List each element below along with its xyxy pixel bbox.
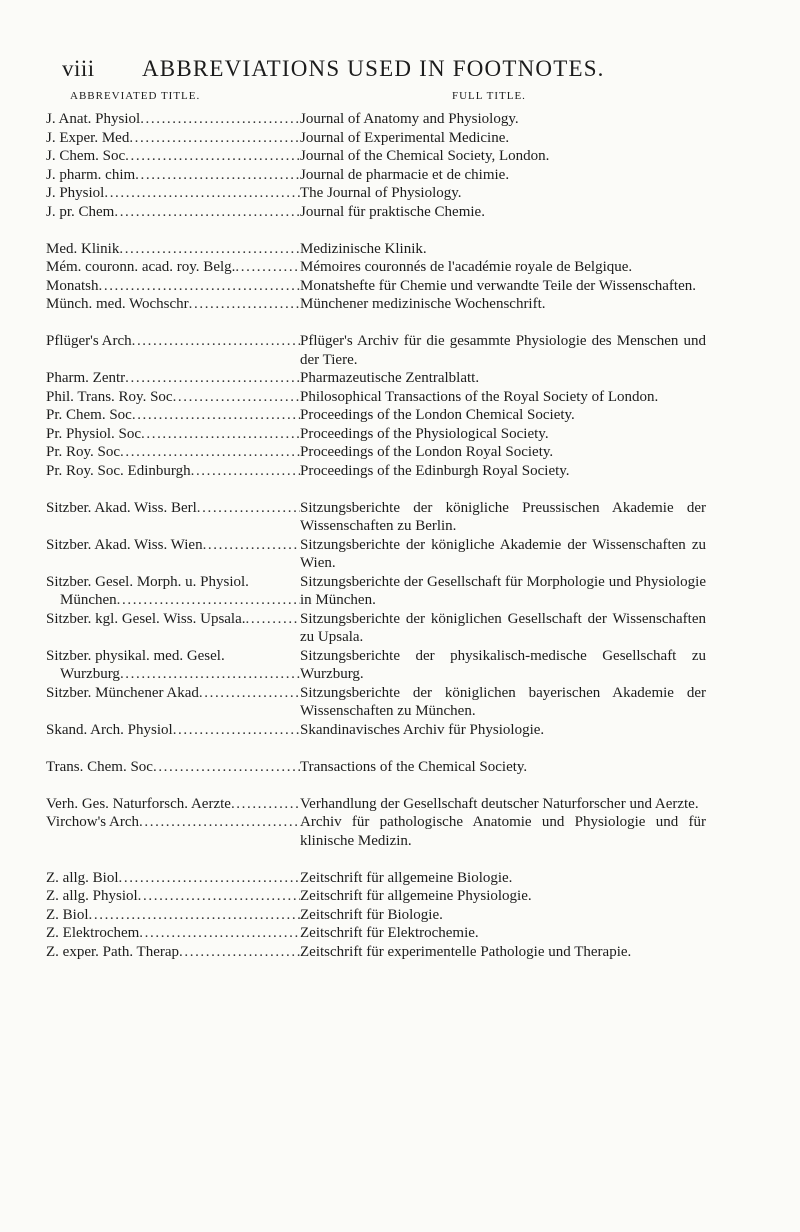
abbreviated-title-continuation (46, 665, 300, 684)
abbreviated-title (46, 869, 300, 888)
abbreviated-title-text: Z. Biol (46, 906, 89, 923)
abbreviation-entry (46, 332, 706, 369)
dot-leader (179, 943, 300, 962)
abbreviation-entry (46, 499, 706, 536)
abbreviation-entry (46, 462, 706, 481)
full-title: Zeitschrift für allgemeine Biologie. (300, 869, 513, 886)
abbreviated-title (46, 332, 300, 351)
page-title: ABBREVIATIONS USED IN FOOTNOTES. (142, 56, 605, 81)
abbreviation-entry (46, 147, 706, 166)
abbreviated-title (46, 369, 300, 388)
full-title: Zeitschrift für Elektrochemie. (300, 925, 479, 941)
abbreviation-entry (46, 721, 706, 740)
dot-leader (141, 425, 300, 444)
abbreviated-title-text: J. pr. Chem (46, 203, 115, 220)
abbreviated-title (46, 406, 300, 425)
abbreviated-title-text: Virchow's Arch (46, 814, 140, 830)
dot-leader (129, 129, 300, 148)
full-title: Pharmazeutische Zentralblatt. (300, 370, 480, 386)
abbreviated-title (46, 573, 300, 610)
dot-leader (197, 499, 300, 518)
full-title: Sitzungsberichte der königlichen bayerischen Akademie der Wissenschaften zu München. (300, 684, 706, 719)
abbreviation-group (46, 869, 706, 962)
abbreviated-title-text: Pharm. Zentr (46, 370, 126, 386)
full-title: Sitzungsberichte der königlichen Gesellschaft der Wissenschaften zu Upsala. (300, 610, 706, 645)
abbreviated-title-text: Sitzber. Münchener Akad (46, 684, 199, 701)
abbreviated-title-text: Sitzber. Akad. Wiss. Wien (46, 536, 203, 553)
abbreviated-title (46, 906, 300, 925)
abbreviated-title-text: Sitzber. kgl. Gesel. Wiss. Upsala. (46, 610, 246, 627)
abbreviation-entry (46, 258, 706, 277)
abbreviation-entry (46, 906, 706, 925)
abbreviation-entry (46, 277, 706, 296)
abbreviation-entry (46, 573, 706, 610)
full-title: Journal of the Chemical Society, London. (300, 148, 550, 164)
abbreviated-title-text: Z. Elektrochem (46, 925, 140, 941)
full-title: Archiv für pathologische Anatomie und Physiologie und für klinische Medizin. (300, 814, 706, 849)
dot-leader (132, 406, 300, 425)
dot-leader (114, 203, 300, 222)
abbreviation-group (46, 795, 706, 851)
abbreviation-entry (46, 647, 706, 684)
abbreviated-title-text: Z. allg. Physiol (46, 888, 138, 904)
full-title: Journal für praktische Chemie. (300, 203, 485, 220)
full-title: Proceedings of the London Chemical Society. (300, 407, 575, 423)
abbreviation-entry (46, 684, 706, 721)
full-title: Transactions of the Chemical Society. (300, 758, 528, 775)
abbreviation-entry (46, 795, 706, 814)
abbreviated-title-text: Z. exper. Path. Therap (46, 943, 180, 960)
abbreviated-title-text: Sitzber. Akad. Wiss. Berl (46, 499, 197, 516)
full-title: Philosophical Transactions of the Royal Society of London. (300, 388, 659, 405)
full-title: Zeitschrift für allgemeine Physiologie. (300, 888, 532, 904)
abbreviated-title (46, 795, 300, 814)
full-title: Medizinische Klinik. (300, 240, 427, 257)
abbreviation-list (46, 110, 706, 980)
abbreviated-title (46, 887, 300, 906)
full-title: Pflüger's Archiv für die gesammte Physiologie des Menschen und der Tiere. (300, 333, 706, 368)
abbreviated-title (46, 129, 300, 148)
abbreviation-entry (46, 869, 706, 888)
full-title: Monatshefte für Chemie und verwandte Teile der Wissenschaften. (300, 277, 696, 294)
abbreviated-title-text: Med. Klinik (46, 240, 120, 257)
full-title: Sitzungsberichte der königliche Preussischen Akademie der Wissenschaften zu Berlin. (300, 499, 706, 534)
dot-leader (135, 166, 300, 185)
full-title: Journal of Experimental Medicine. (300, 129, 510, 146)
abbreviation-entry (46, 295, 706, 314)
abbreviation-entry (46, 203, 706, 222)
dot-leader (119, 869, 301, 888)
abbreviated-title (46, 536, 300, 555)
abbreviation-entry (46, 369, 706, 388)
abbreviation-entry (46, 406, 706, 425)
abbreviated-title-text: Pr. Chem. Soc (46, 407, 132, 423)
abbreviated-title (46, 277, 300, 296)
abbreviated-title (46, 610, 300, 629)
abbreviation-entry (46, 536, 706, 573)
abbreviation-entry (46, 388, 706, 407)
abbreviation-entry (46, 924, 706, 943)
abbreviated-title-text: Z. allg. Biol (46, 869, 119, 886)
abbreviation-entry (46, 610, 706, 647)
abbreviated-title-text: Trans. Chem. Soc (46, 758, 153, 775)
abbreviated-title-text: J. Chem. Soc (46, 148, 126, 164)
full-title: Zeitschrift für Biologie. (300, 906, 443, 923)
abbreviation-entry (46, 813, 706, 850)
abbreviated-title (46, 147, 300, 166)
dot-leader (173, 721, 300, 740)
dot-leader (191, 462, 300, 481)
column-headers (62, 90, 702, 110)
abbreviated-title-text: Pr. Physiol. Soc (46, 425, 142, 442)
abbreviation-group (46, 758, 706, 777)
dot-leader (120, 443, 300, 462)
dot-leader (139, 813, 300, 832)
abbreviated-title-text: J. Physiol (46, 185, 105, 201)
abbreviation-group (46, 110, 706, 221)
abbreviated-title-continuation-text: München (60, 592, 117, 608)
abbreviated-title-text: Pr. Roy. Soc (46, 444, 121, 460)
abbreviated-title-continuation (46, 591, 300, 610)
abbreviated-title-text: Münch. med. Wochschr (46, 296, 189, 312)
full-title: Proceedings of the Physiological Society. (300, 425, 549, 442)
dot-leader (132, 332, 300, 351)
abbreviated-title (46, 813, 300, 832)
dot-leader (173, 388, 300, 407)
column-header-abbreviated: ABBREVIATED TITLE. (70, 90, 201, 102)
abbreviated-title (46, 295, 300, 314)
abbreviated-title (46, 166, 300, 185)
abbreviated-title (46, 110, 300, 129)
abbreviated-title (46, 203, 300, 222)
full-title: Proceedings of the London Royal Society. (300, 444, 554, 460)
abbreviated-title (46, 462, 300, 481)
abbreviated-title-line: Sitzber. Gesel. Morph. u. Physiol. (46, 573, 249, 590)
dot-leader (104, 184, 300, 203)
abbreviated-title-text: Pr. Roy. Soc. Edinburgh (46, 462, 191, 479)
abbreviated-title-text: J. pharm. chim (46, 166, 136, 183)
abbreviated-title (46, 258, 300, 277)
abbreviated-title (46, 425, 300, 444)
abbreviated-title (46, 684, 300, 703)
dot-leader (246, 610, 300, 629)
full-title: The Journal of Physiology. (300, 185, 462, 201)
dot-leader (153, 758, 300, 777)
full-title: Journal de pharmacie et de chimie. (300, 166, 510, 183)
abbreviation-entry (46, 425, 706, 444)
dot-leader (119, 240, 300, 259)
abbreviation-entry (46, 443, 706, 462)
dot-leader (138, 887, 300, 906)
abbreviated-title (46, 184, 300, 203)
dot-leader (139, 924, 300, 943)
abbreviation-group (46, 240, 706, 314)
full-title: Sitzungsberichte der königliche Akademie der Wissenschaften zu Wien. (300, 536, 706, 571)
abbreviation-entry (46, 240, 706, 259)
dot-leader (125, 369, 300, 388)
abbreviated-title-text: Phil. Trans. Roy. Soc (46, 388, 173, 405)
dot-leader (189, 295, 300, 314)
dot-leader (89, 906, 300, 925)
dot-leader (231, 795, 300, 814)
abbreviation-entry (46, 943, 706, 962)
column-header-full: FULL TITLE. (452, 90, 526, 102)
abbreviation-entry (46, 758, 706, 777)
dot-leader (125, 147, 300, 166)
abbreviation-entry (46, 184, 706, 203)
abbreviated-title (46, 758, 300, 777)
abbreviation-entry (46, 129, 706, 148)
full-title: Proceedings of the Edinburgh Royal Society. (300, 462, 570, 479)
full-title: Sitzungsberichte der physikalisch-medische Gesellschaft zu Wurzburg. (300, 647, 706, 682)
full-title: Mémoires couronnés de l'académie royale de Belgique. (300, 259, 633, 275)
full-title: Journal of Anatomy and Physiology. (300, 111, 519, 127)
abbreviated-title (46, 943, 300, 962)
dot-leader (203, 536, 300, 555)
abbreviated-title-text: Verh. Ges. Naturforsch. Aerzte (46, 795, 231, 812)
dot-leader (99, 277, 301, 296)
full-title: Sitzungsberichte der Gesellschaft für Morphologie und Physiologie in München. (300, 573, 706, 608)
abbreviated-title (46, 388, 300, 407)
abbreviation-entry (46, 110, 706, 129)
abbreviation-group (46, 332, 706, 480)
abbreviated-title-text: J. Exper. Med (46, 129, 130, 146)
abbreviated-title (46, 443, 300, 462)
abbreviated-title-text: Pflüger's Arch (46, 333, 132, 349)
abbreviated-title-text: Mém. couronn. acad. roy. Belg. (46, 259, 236, 275)
abbreviated-title-text: Monatsh (46, 277, 99, 294)
full-title: Münchener medizinische Wochenschrift. (300, 296, 546, 312)
abbreviated-title (46, 647, 300, 684)
abbreviation-entry (46, 887, 706, 906)
abbreviated-title-continuation-text: Wurzburg (60, 666, 120, 682)
abbreviated-title-text: J. Anat. Physiol (46, 111, 141, 127)
abbreviated-title (46, 499, 300, 518)
abbreviated-title (46, 924, 300, 943)
abbreviation-group (46, 499, 706, 740)
full-title: Skandinavisches Archiv für Physiologie. (300, 721, 545, 738)
dot-leader (120, 665, 300, 684)
page-number: viii (62, 56, 95, 81)
dot-leader (140, 110, 300, 129)
dot-leader (117, 591, 300, 610)
full-title: Zeitschrift für experimentelle Pathologie und Therapie. (300, 943, 632, 960)
dot-leader (199, 684, 300, 703)
abbreviated-title-text: Skand. Arch. Physiol (46, 721, 173, 738)
dot-leader (235, 258, 300, 277)
full-title: Verhandlung der Gesellschaft deutscher Naturforscher und Aerzte. (300, 795, 699, 812)
abbreviated-title (46, 721, 300, 740)
abbreviation-entry (46, 166, 706, 185)
abbreviated-title-line: Sitzber. physikal. med. Gesel. (46, 647, 225, 664)
abbreviated-title (46, 240, 300, 259)
